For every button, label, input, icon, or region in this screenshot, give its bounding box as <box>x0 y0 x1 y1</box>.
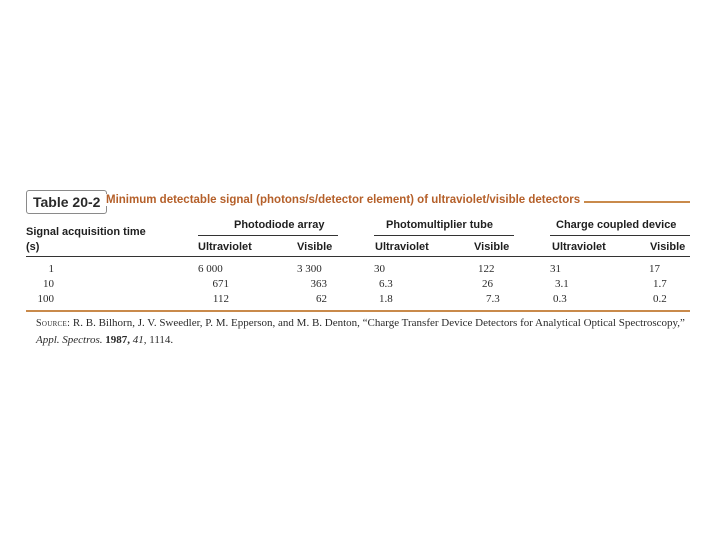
cell-pda-uv: 671 <box>212 278 229 290</box>
source-volume: 41, <box>132 334 147 346</box>
group-rule-ccd <box>550 235 690 236</box>
source-authors: R. B. Bilhorn, J. V. Sweedler, P. M. Epperson, and M. B. Denton, “Charge Transfer Device Detectors for Analytical Optical Spectroscopy,” <box>72 317 685 329</box>
group-rule-photomultiplier <box>374 235 514 236</box>
source-note <box>36 315 686 348</box>
row-header-line2: (s) <box>26 241 40 253</box>
cell-ccd-vis: 0.2 <box>653 293 667 305</box>
footer-rule <box>26 310 690 312</box>
cell-ccd-uv: 3.1 <box>555 278 569 290</box>
cell-pda-vis: 3 300 <box>297 263 322 275</box>
cell-pmt-vis: 122 <box>478 263 495 275</box>
cell-pmt-uv: 30 <box>374 263 385 275</box>
subheader-ccd-vis: Visible <box>650 241 686 253</box>
cell-ccd-uv: 0.3 <box>553 293 567 305</box>
table-title: Minimum detectable signal (photons/s/detector element) of ultraviolet/visible detectors <box>106 194 584 206</box>
cell-pmt-uv: 6.3 <box>379 278 393 290</box>
cell-ccd-uv: 31 <box>550 263 561 275</box>
group-header-photomultiplier: Photomultiplier tube <box>386 219 493 231</box>
subheader-pda-vis: Visible <box>297 241 333 253</box>
table-tag: Table 20-2 <box>26 190 107 214</box>
cell-time: 1 <box>48 263 54 275</box>
subheader-rule <box>26 256 690 257</box>
cell-pda-vis: 62 <box>316 293 327 305</box>
cell-pmt-vis: 26 <box>482 278 493 290</box>
subheader-pmt-vis: Visible <box>474 241 510 253</box>
cell-pmt-vis: 7.3 <box>486 293 500 305</box>
group-header-ccd: Charge coupled device <box>556 219 677 231</box>
cell-time: 100 <box>37 293 54 305</box>
source-journal: Appl. Spectros. <box>36 334 103 346</box>
cell-pda-uv: 6 000 <box>198 263 223 275</box>
subheader-pmt-uv: Ultraviolet <box>375 241 429 253</box>
source-year: 1987, <box>105 334 130 346</box>
cell-pmt-uv: 1.8 <box>379 293 393 305</box>
subheader-pda-uv: Ultraviolet <box>198 241 252 253</box>
cell-pda-vis: 363 <box>310 278 327 290</box>
cell-time: 10 <box>43 278 54 290</box>
group-rule-photodiode <box>198 235 338 236</box>
cell-pda-uv: 112 <box>212 293 229 305</box>
group-header-photodiode: Photodiode array <box>234 219 325 231</box>
cell-ccd-vis: 17 <box>649 263 660 275</box>
subheader-ccd-uv: Ultraviolet <box>552 241 606 253</box>
source-label: Source: <box>36 318 71 329</box>
source-pages: 1114. <box>149 334 174 346</box>
row-header-line1: Signal acquisition time <box>26 226 146 238</box>
cell-ccd-vis: 1.7 <box>653 278 667 290</box>
